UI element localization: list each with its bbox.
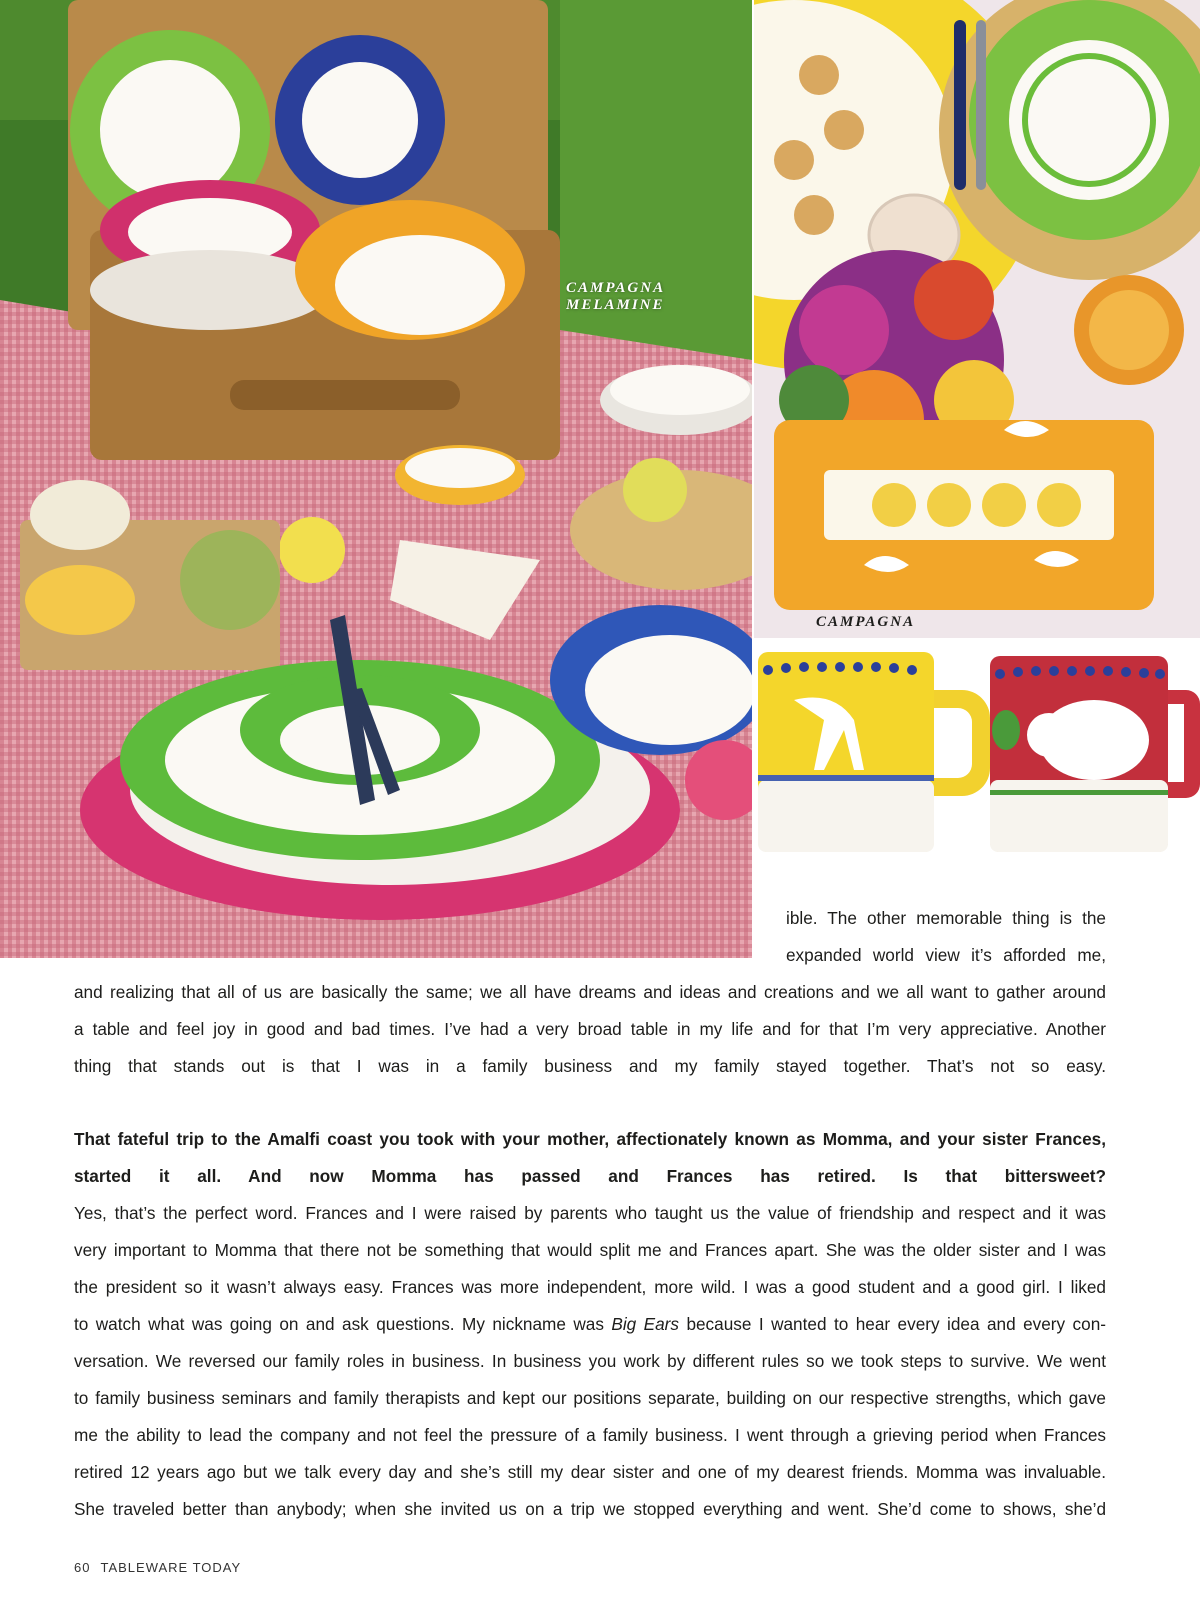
answer-line: Yes, that’s the perfect word. Frances and I were raised by parents who taught us the value of friendship and respect and it was: [74, 1203, 1106, 1223]
text-line: ible. The other memorable thing is the: [786, 908, 1106, 928]
text-line: and realizing that all of us are basically the same; we all have dreams and ideas and creations and we all want to gather around: [74, 982, 1106, 1002]
answer-line: very important to Momma that there not be something that would split me and Frances apart. She was the older sister and I was: [74, 1240, 1106, 1260]
page-number: 60: [74, 1560, 91, 1575]
interview-question: [74, 1121, 1106, 1195]
table-setting-photo: [754, 0, 1200, 638]
answer-line: to family business seminars and family therapists and kept our positions separate, building on our respective strengths, which gave: [74, 1388, 1106, 1408]
question-line: That fateful trip to the Amalfi coast you took with your mother, affectionately known as Momma, and your sister Frances,: [74, 1129, 1106, 1149]
page-footer: [74, 1560, 251, 1575]
answer-line: the president so it wasn’t always easy. Frances was more independent, more wild. I was a good student and a good girl. I liked: [74, 1277, 1106, 1297]
answer-line: versation. We reversed our family roles in business. In business you work by different rules so we took steps to survive. We went: [74, 1351, 1106, 1371]
answer-line: me the ability to lead the company and not feel the pressure of a family business. I went through a grieving period when Frances: [74, 1425, 1106, 1445]
nickname-italic: Big Ears: [611, 1314, 679, 1334]
picnic-photo: [0, 0, 752, 958]
caption-line: MELAMINE: [566, 297, 665, 313]
text-line: thing that stands out is that I was in a family business and my family stayed together. That’s not so easy.: [74, 1056, 1106, 1076]
answer-line: [74, 1306, 1106, 1343]
text-line: expanded world view it’s afforded me,: [786, 945, 1106, 965]
text-line: a table and feel joy in good and bad times. I’ve had a very broad table in my life and for that I’m very appreciative. Another: [74, 1019, 1106, 1039]
question-line: started it all. And now Momma has passed and Frances has retired. Is that bittersweet?: [74, 1166, 1106, 1186]
interview-answer: [74, 1195, 1106, 1528]
answer-line: She traveled better than anybody; when she invited us on a trip we stopped everything and went. She’d come to shows, she’d: [74, 1499, 1106, 1519]
caption-campagna-melamine: [566, 280, 706, 314]
caption-line: CAMPAGNA: [566, 280, 666, 296]
text-fragment: to watch what was going on and ask questions. My nickname was: [74, 1314, 612, 1334]
caption-campagna: CAMPAGNA: [816, 614, 916, 630]
answer-line: retired 12 years ago but we talk every day and she’s still my dear sister and one of my dearest friends. Momma was invaluable.: [74, 1462, 1106, 1482]
mugs-photo: [754, 640, 1200, 880]
right-column-text: [786, 900, 1106, 974]
paragraph: [74, 974, 1106, 1085]
article-body: [74, 974, 1106, 1528]
text-fragment: because I wanted to hear every idea and every con-: [679, 1314, 1106, 1334]
publication-name: TABLEWARE TODAY: [100, 1560, 242, 1575]
